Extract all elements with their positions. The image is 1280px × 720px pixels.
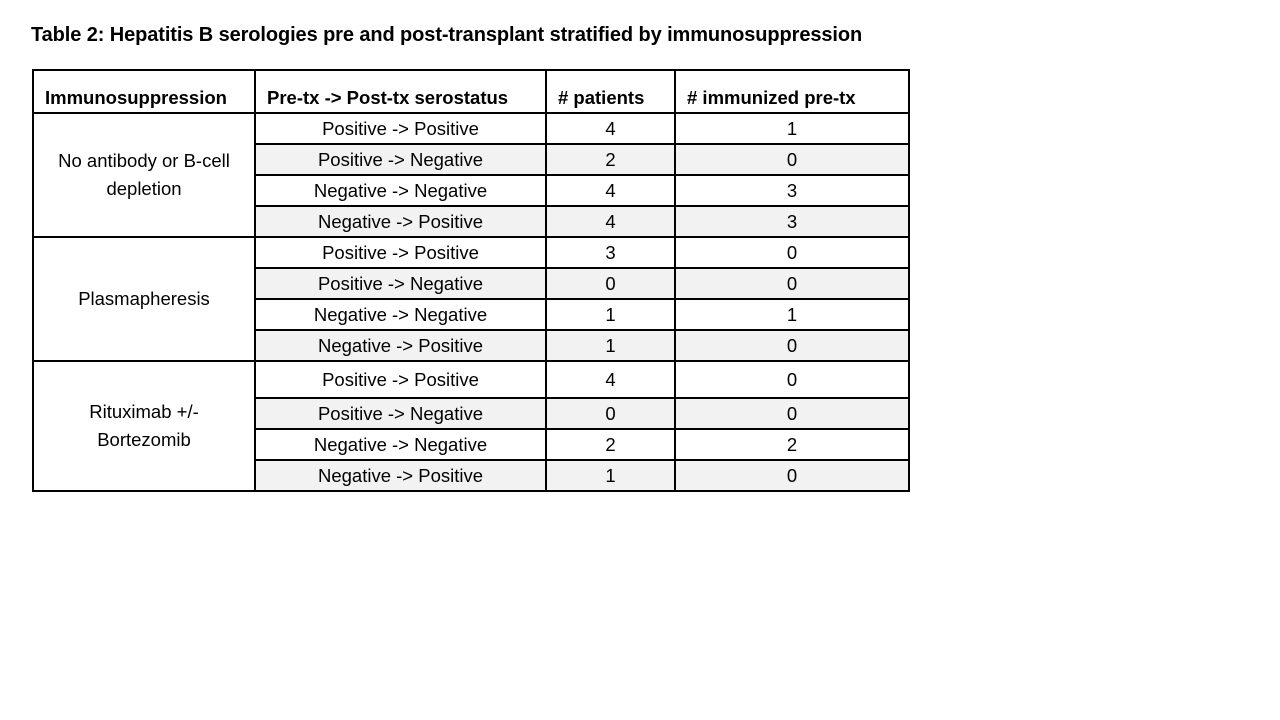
- header-immunized: # immunized pre-tx: [675, 70, 909, 113]
- patients-cell: 0: [546, 268, 675, 299]
- serostatus-cell: Negative -> Positive: [255, 206, 546, 237]
- patients-cell: 1: [546, 299, 675, 330]
- immunized-cell: 3: [675, 175, 909, 206]
- patients-cell: 0: [546, 398, 675, 429]
- patients-cell: 2: [546, 144, 675, 175]
- patients-cell: 2: [546, 429, 675, 460]
- header-patients: # patients: [546, 70, 675, 113]
- table-row: [33, 361, 909, 398]
- immunized-cell: 1: [675, 299, 909, 330]
- immunized-cell: 0: [675, 144, 909, 175]
- serostatus-cell: Positive -> Negative: [255, 268, 546, 299]
- patients-cell: 3: [546, 237, 675, 268]
- serostatus-cell: Positive -> Positive: [255, 237, 546, 268]
- table-title: Table 2: Hepatitis B serologies pre and post-transplant stratified by immunosuppression: [31, 24, 863, 46]
- table-row: [33, 237, 909, 268]
- patients-cell: 4: [546, 361, 675, 398]
- patients-cell: 4: [546, 206, 675, 237]
- patients-cell: 1: [546, 460, 675, 491]
- group-label: Rituximab +/- Bortezomib: [33, 361, 255, 491]
- patients-cell: 4: [546, 175, 675, 206]
- serostatus-cell: Negative -> Negative: [255, 299, 546, 330]
- header-serostatus: Pre-tx -> Post-tx serostatus: [255, 70, 546, 113]
- serostatus-cell: Positive -> Negative: [255, 398, 546, 429]
- immunized-cell: 1: [675, 113, 909, 144]
- immunized-cell: 3: [675, 206, 909, 237]
- immunized-cell: 0: [675, 460, 909, 491]
- immunized-cell: 0: [675, 268, 909, 299]
- serology-table: [32, 69, 910, 492]
- immunized-cell: 0: [675, 330, 909, 361]
- header-row: [33, 70, 909, 113]
- serostatus-cell: Positive -> Negative: [255, 144, 546, 175]
- immunized-cell: 0: [675, 361, 909, 398]
- serostatus-cell: Negative -> Negative: [255, 429, 546, 460]
- header-immunosuppression: Immunosuppression: [33, 70, 255, 113]
- serostatus-cell: Negative -> Negative: [255, 175, 546, 206]
- serostatus-cell: Negative -> Positive: [255, 460, 546, 491]
- patients-cell: 1: [546, 330, 675, 361]
- table-row: [33, 113, 909, 144]
- immunized-cell: 0: [675, 398, 909, 429]
- patients-cell: 4: [546, 113, 675, 144]
- group-label: No antibody or B-cell depletion: [33, 113, 255, 237]
- immunized-cell: 2: [675, 429, 909, 460]
- serostatus-cell: Negative -> Positive: [255, 330, 546, 361]
- immunized-cell: 0: [675, 237, 909, 268]
- serostatus-cell: Positive -> Positive: [255, 113, 546, 144]
- group-label: Plasmapheresis: [33, 237, 255, 361]
- serostatus-cell: Positive -> Positive: [255, 361, 546, 398]
